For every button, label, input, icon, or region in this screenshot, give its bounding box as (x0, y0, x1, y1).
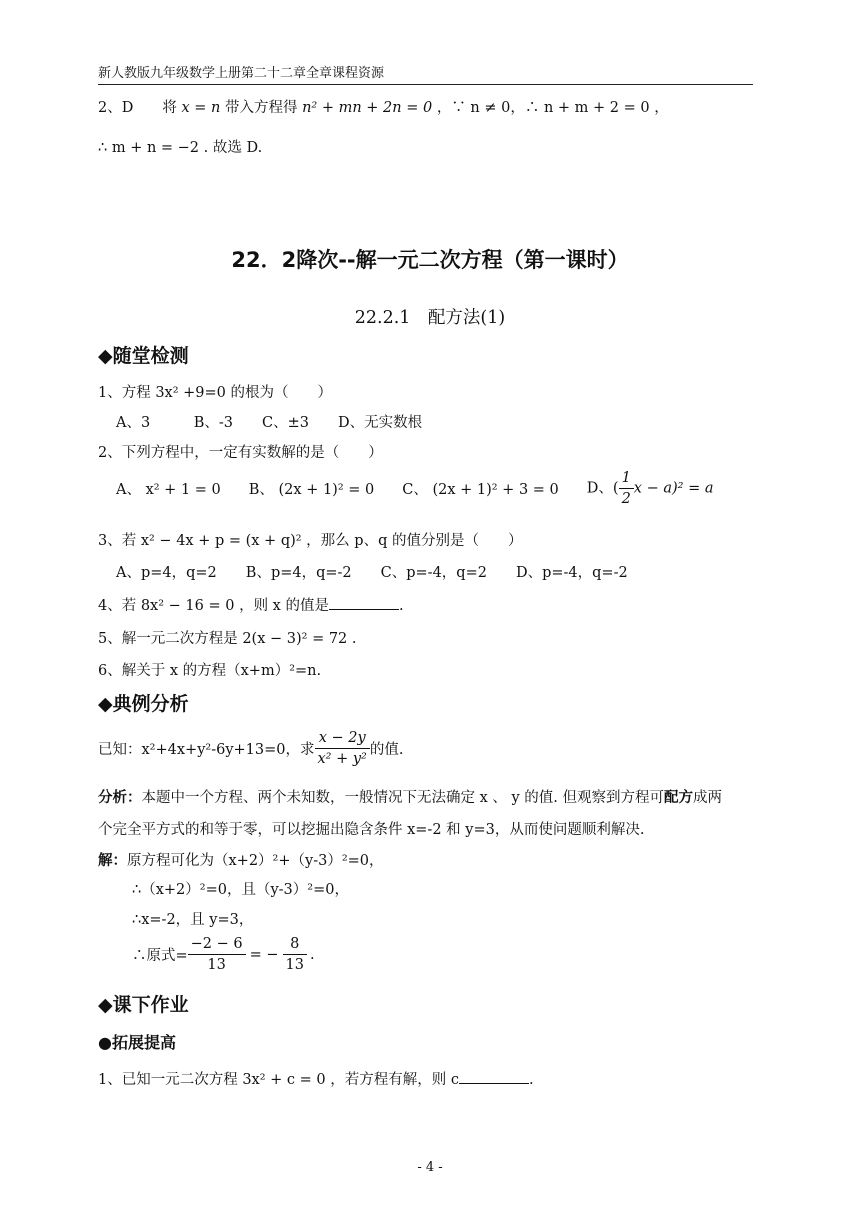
question-1-options: A、3 B、-3 C、±3 D、无实数根 (116, 415, 423, 431)
answer-blank (329, 609, 399, 610)
prev-answer-eq2: n² + mn + 2n = 0 (302, 100, 433, 116)
q2-option-d-suffix: x − a)² = a (633, 480, 714, 497)
analysis-bold-term: 配方 (664, 790, 694, 806)
example-given-suffix: 的值. (369, 742, 404, 758)
prev-answer-eq1: x = n (181, 100, 221, 116)
question-4-text: 4、若 8x² − 16 = 0 ，则 x 的值是 (98, 598, 329, 614)
solution-line-1 (98, 849, 384, 870)
solution-fraction-2 (283, 934, 307, 975)
given-numerator: x − 2y (315, 728, 370, 749)
solution-fraction-1-num: −2 − 6 (188, 934, 246, 955)
solution-label: 解： (98, 853, 127, 869)
analysis-line-1 (98, 786, 722, 807)
homework-q1-end: . (528, 1072, 534, 1088)
question-2-options (116, 468, 713, 509)
page-number: - 4 - (417, 1160, 443, 1175)
solution-text-1: 原方程可化为（x+2）²+（y-3）²=0， (127, 853, 384, 869)
analysis-label: 分析： (98, 790, 142, 806)
homework-q1-text: 1、已知一元二次方程 3x² + c = 0 ，若方程有解，则 c (98, 1072, 459, 1088)
q2-d-denominator: 2 (621, 491, 631, 507)
solution-4-suffix: . (310, 946, 315, 963)
example-given-prefix: 已知：x²+4x+y²-6y+13=0，求 (98, 742, 315, 758)
analysis-line-2: 个完全平方式的和等于零，可以挖掘出隐含条件 x=-2 和 y=3，从而使问题顺利解决. (98, 822, 645, 838)
section-heading-practice: ◆随堂检测 (98, 345, 189, 367)
q2-option-a: A、 x² + 1 = 0 (116, 482, 221, 498)
solution-fraction-1-den: 13 (207, 957, 226, 973)
prev-answer-line-1 (98, 96, 669, 117)
q2-option-c: C、 (2x + 1)² + 3 = 0 (402, 482, 559, 498)
question-5: 5、解一元二次方程是 2(x − 3)² = 72 . (98, 631, 357, 647)
prev-answer-line-2: ∴ m + n = −2 . 故选 D. (98, 140, 263, 156)
analysis-text-2: 成两 (693, 790, 723, 806)
section-heading-homework: ◆课下作业 (98, 994, 189, 1016)
question-4 (98, 594, 404, 615)
prev-answer-mid: 带入方程得 (224, 100, 298, 116)
running-header: 新人教版九年级数学上册第二十二章全章课程资源 (98, 62, 753, 85)
analysis-text-1: 本题中一个方程、两个未知数，一般情况下无法确定 x 、 y 的值. 但观察到方程可 (141, 790, 665, 806)
solution-line-4 (132, 934, 315, 975)
solution-fraction-2-den: 13 (285, 957, 304, 973)
prev-answer-prefix: 2、D 将 (98, 100, 177, 116)
question-2: 2、下列方程中，一定有实数解的是（ ） (98, 445, 383, 461)
solution-fraction-1 (188, 934, 246, 975)
q2-d-numerator: 1 (619, 468, 634, 489)
homework-answer-blank (459, 1083, 529, 1084)
example-given (98, 728, 403, 769)
q2-option-b: B、 (2x + 1)² = 0 (248, 482, 375, 498)
given-denominator: x² + y² (317, 751, 367, 767)
question-3-options: A、p=4，q=2 B、p=4，q=-2 C、p=-4，q=2 D、p=-4，q=-2 (116, 565, 628, 581)
solution-line-2: ∴（x+2）²=0，且（y-3）²=0， (132, 882, 349, 898)
question-3: 3、若 x² − 4x + p = (x + q)² ，那么 p、q 的值分别是（ ） (98, 533, 523, 549)
q2-option-d-prefix: D、( (586, 480, 619, 497)
subsection-heading-extension: ●拓展提高 (98, 1033, 176, 1052)
section-heading-example: ◆典例分析 (98, 693, 189, 715)
homework-question-1 (98, 1068, 534, 1089)
q2-option-d-fraction (619, 468, 634, 509)
solution-line-3: ∴x=-2，且 y=3， (132, 912, 254, 928)
solution-fraction-2-num: 8 (283, 934, 307, 955)
question-1: 1、方程 3x² +9=0 的根为（ ） (98, 385, 333, 401)
prev-answer-cond: ，∵ n ≠ 0，∴ n + m + 2 = 0 ， (436, 100, 669, 116)
page-title: 22．2降次--解一元二次方程（第一课时） (231, 248, 629, 272)
question-6: 6、解关于 x 的方程（x+m）²=n. (98, 663, 322, 679)
example-given-fraction (315, 728, 370, 769)
solution-4-mid: = − (249, 946, 279, 963)
question-4-end: . (398, 598, 404, 614)
solution-4-prefix: ∴原式= (132, 948, 188, 964)
page-subtitle: 22.2.1 配方法(1) (354, 308, 506, 328)
q2-option-d (587, 468, 714, 509)
